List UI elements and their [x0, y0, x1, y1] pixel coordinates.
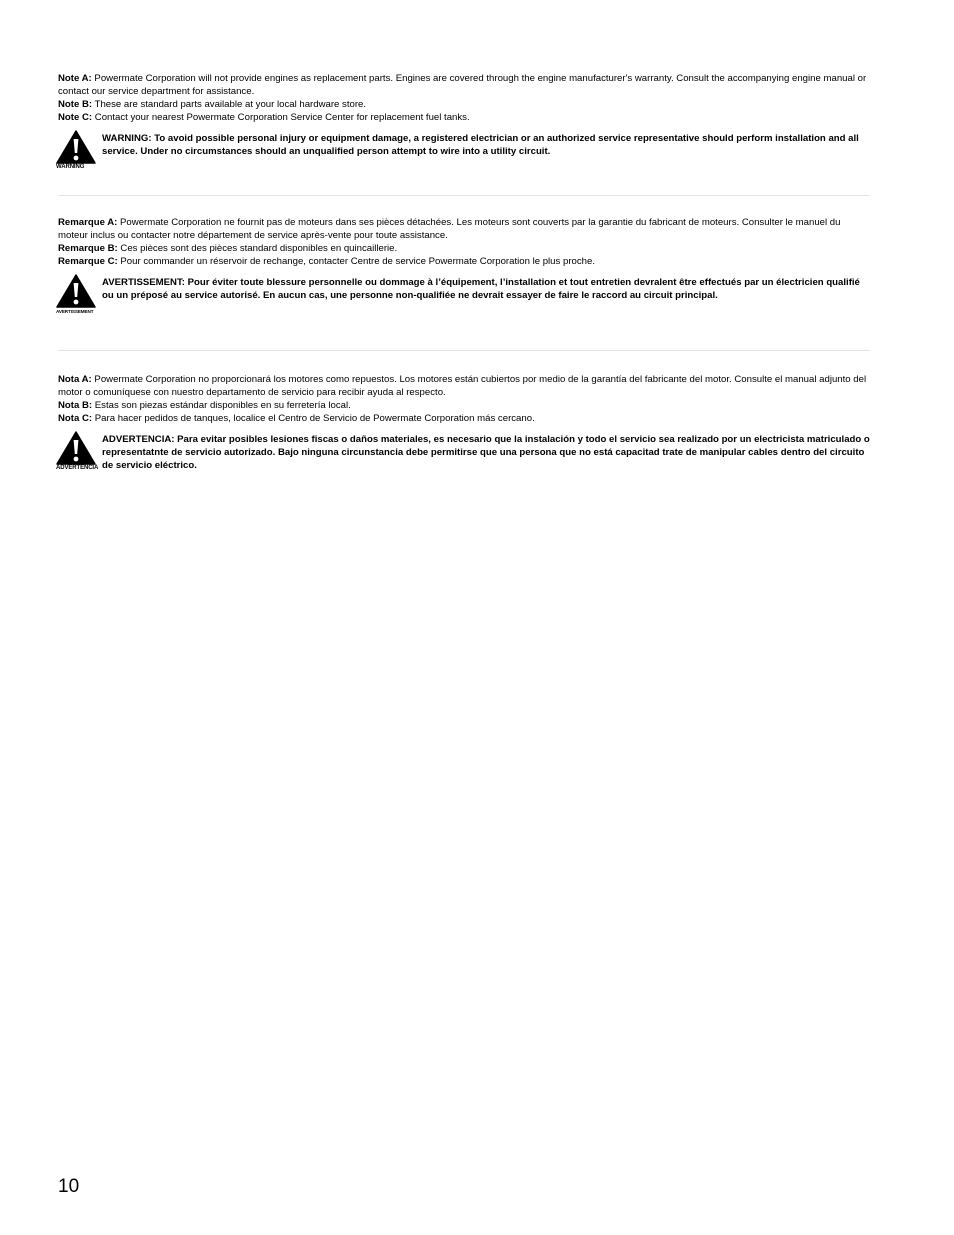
english-section	[58, 72, 870, 172]
note-label: Remarque B:	[58, 243, 118, 254]
warning-block	[58, 132, 870, 172]
nota-c	[58, 412, 870, 425]
advertencia-block	[58, 433, 870, 473]
note-text: Para hacer pedidos de tanques, localice el Centro de Servicio de Powermate Corporation más cercano.	[92, 413, 535, 424]
note-label: Nota A:	[58, 374, 92, 385]
section-divider	[58, 350, 870, 351]
warning-icon	[58, 274, 102, 315]
warning-icon	[58, 130, 102, 171]
note-label: Note C:	[58, 112, 93, 123]
warning-icon-label: AVERTISSEMENT	[56, 309, 94, 314]
note-a	[58, 72, 870, 98]
note-text: Powermate Corporation no proporcionará los motores como repuestos. Los motores están cubiertos por medio de la garantía del fabricante del motor. Consulte el manual adjunto del motor o comuníquese con nuestro departamento de servicio para recibir ayuda al respecto.	[58, 374, 867, 398]
note-text: Pour commander un réservoir de rechange, contacter Centre de service Powermate Corporation le plus proche.	[117, 256, 595, 267]
avertissement-block	[58, 276, 870, 316]
warning-text: ADVERTENCIA: Para evitar posibles lesiones fiscas o daños materiales, es necesario que la instalación y todo el servicio sea realizado por un electricista matriculado o representatnte de servicio autorizado. Bajo ninguna circunstancia debe permitirse que una persona que no está capacitad trate de manipular cables dentro del circuito de servicio eléctrico.	[102, 434, 870, 471]
warning-icon-label: ADVERTENCIA	[56, 465, 99, 471]
page-number: 10	[58, 1176, 80, 1197]
section-divider	[58, 195, 870, 196]
note-label: Note A:	[58, 73, 92, 84]
warning-text: AVERTISSEMENT: Pour éviter toute blessure personnelle ou dommage à l’équipement, l’installation et tout entretien devralent être effectués par un électricien qualifié ou un préposé au service autorisé. En aucun cas, une personne non-qualifiée ne devrait essayer de faire le raccord au circuit principal.	[102, 277, 860, 301]
note-label: Remarque A:	[58, 217, 118, 228]
note-text: Ces pièces sont des pièces standard disponibles en quincaillerie.	[117, 243, 398, 254]
remarque-b	[58, 242, 870, 255]
remarque-c	[58, 255, 870, 268]
warning-icon-label: WARNING	[56, 164, 85, 170]
note-b	[58, 98, 870, 111]
warning-icon	[58, 431, 102, 472]
note-label: Note B:	[58, 99, 93, 110]
note-text: Powermate Corporation ne fournit pas de moteurs dans ses pièces détachées. Les moteurs sont couverts par la garantie du fabricant de moteurs. Consulter le manuel du moteur inclus ou contacter notre département de service après-vente pour toute assistance.	[58, 217, 841, 241]
note-text: Estas son piezas estándar disponibles en su ferretería local.	[92, 400, 351, 411]
french-section	[58, 216, 870, 316]
nota-a	[58, 373, 870, 399]
note-label: Remarque C:	[58, 256, 118, 267]
note-text: These are standard parts available at your local hardware store.	[92, 99, 367, 110]
spanish-section	[58, 373, 870, 473]
note-text: Contact your nearest Powermate Corporation Service Center for replacement fuel tanks.	[92, 112, 470, 123]
note-text: Powermate Corporation will not provide engines as replacement parts. Engines are covered through the engine manufacturer's warranty. Consult the accompanying engine manual or contact our service department for assistance.	[58, 73, 867, 97]
remarque-a	[58, 216, 870, 242]
warning-text: WARNING: To avoid possible personal injury or equipment damage, a registered electrician or an authorized service representative should perform installation and all service. Under no circumstances should an unqualified person attempt to wire into a utility circuit.	[102, 133, 859, 157]
note-label: Nota B:	[58, 400, 93, 411]
nota-b	[58, 399, 870, 412]
note-label: Nota C:	[58, 413, 93, 424]
note-c	[58, 111, 870, 124]
